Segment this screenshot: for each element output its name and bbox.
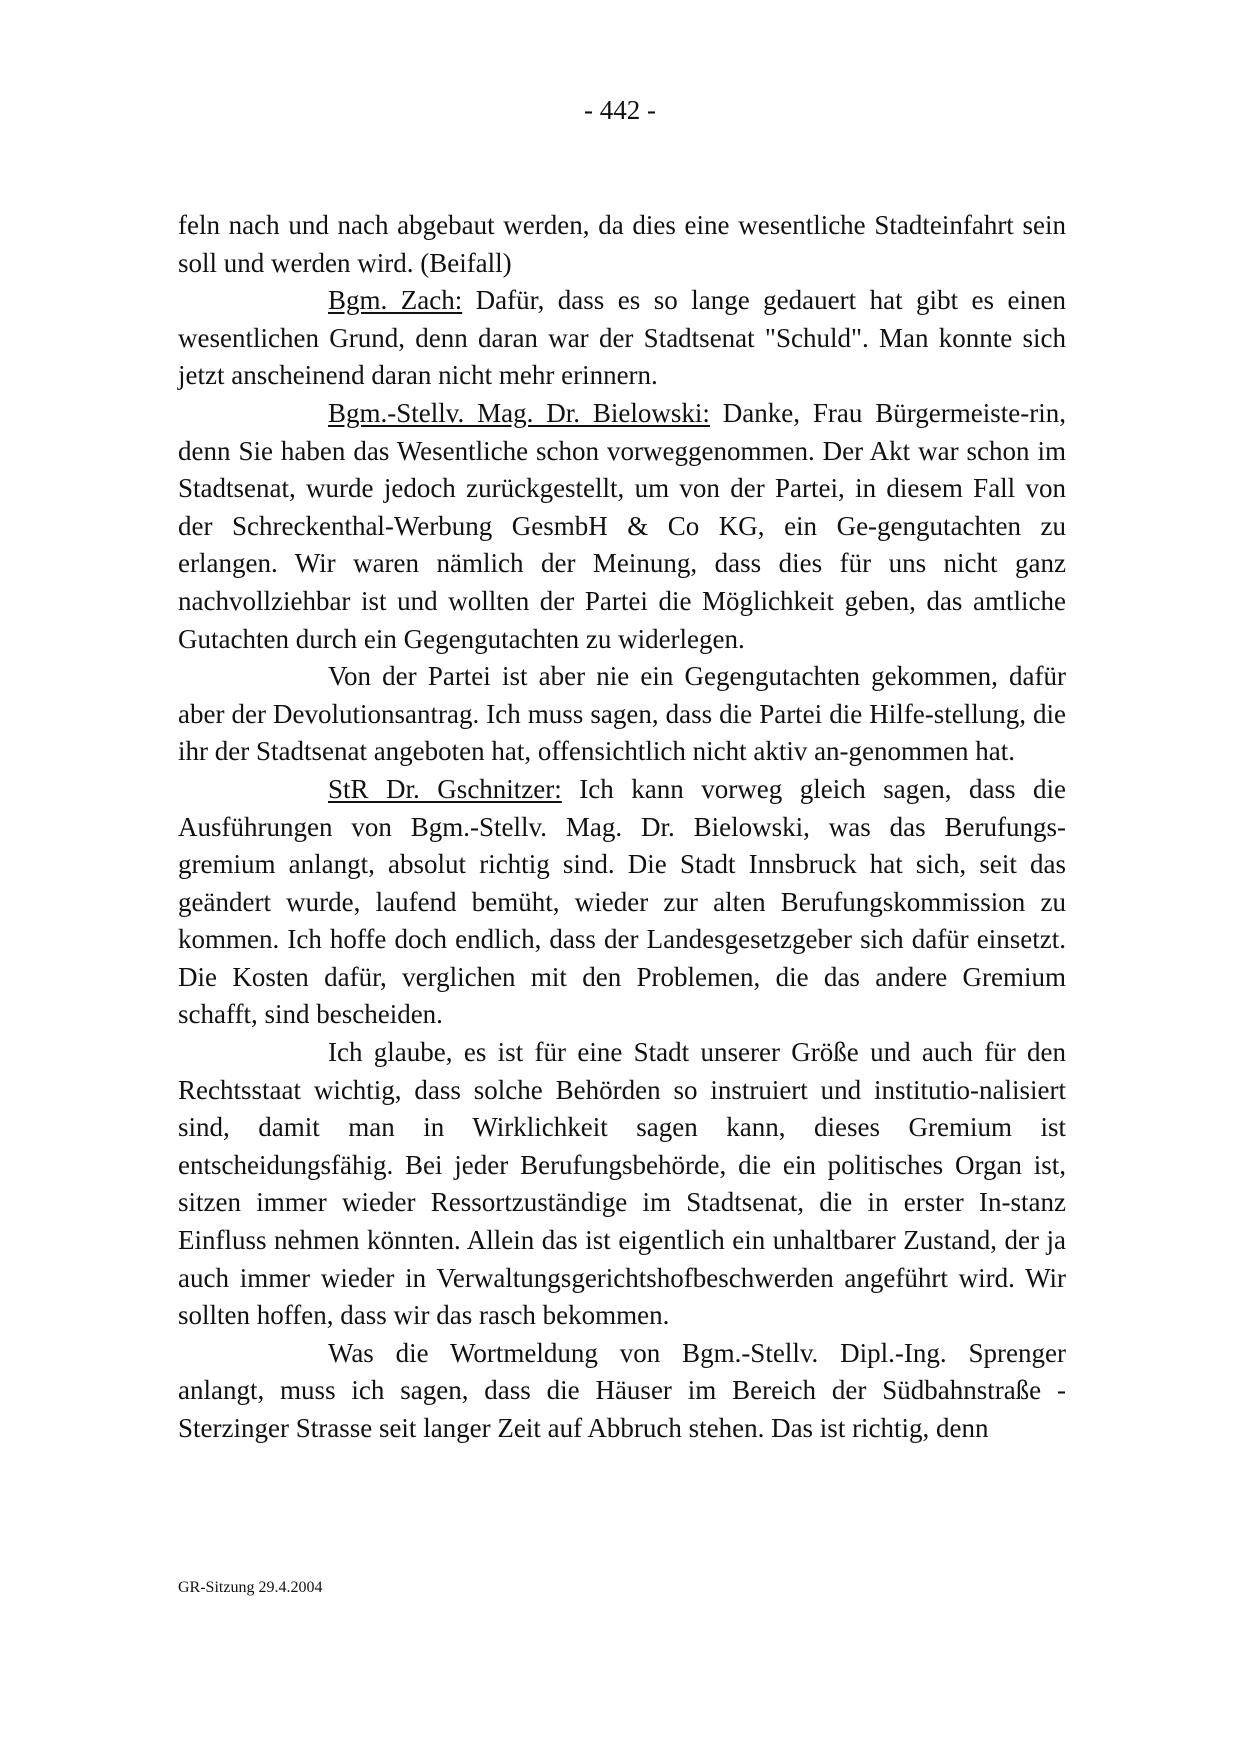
paragraph <box>178 1335 1066 1448</box>
paragraph-text: Dafür, dass es so lange gedauert hat gibt es einen wesentlichen Grund, denn daran war der Stadtsenat "Schuld". Man konnte sich jetzt anscheinend daran nicht mehr erinnern. <box>178 285 1066 391</box>
paragraph-speech <box>178 395 1066 658</box>
paragraph <box>178 1034 1066 1335</box>
paragraph-text: Was die Wortmeldung von Bgm.-Stellv. Dipl.-Ing. Sprenger anlangt, muss ich sagen, dass die Häuser im Bereich der Südbahnstraße - Sterzinger Strasse seit langer Zeit auf Abbruch stehen. Das ist richtig, denn <box>178 1337 1066 1443</box>
paragraph-text: Ich kann vorweg gleich sagen, dass die Ausführungen von Bgm.-Stellv. Mag. Dr. Bielowski, was das Berufungs-gremium anlangt, absolut richtig sind. Die Stadt Innsbruck hat sich, seit das geändert wurde, laufend bemüht, wieder zur alten Berufungskommission zu kommen. Ich hoffe doch endlich, dass der Landesgesetzgeber sich dafür einsetzt. Die Kosten dafür, verglichen mit den Problemen, die das andere Gremium schafft, sind bescheiden. <box>178 773 1066 1030</box>
speaker-name: Bgm.-Stellv. Mag. Dr. Bielowski: <box>328 397 710 428</box>
paragraph-text: Ich glaube, es ist für eine Stadt unserer Größe und auch für den Rechtsstaat wichtig, dass solche Behörden so instruiert und institutio-nalisiert sind, damit man in Wirklichkeit sagen kann, dieses Gremium ist entscheidungsfähig. Bei jeder Berufungsbehörde, die ein politisches Organ ist, sitzen immer wieder Ressortzuständige im Stadtsenat, die in erster In-stanz Einfluss nehmen könnten. Allein das ist eigentlich ein unhaltbarer Zustand, der ja auch immer wieder in Verwaltungsgerichtshofbeschwerden angeführt wird. Wir sollten hoffen, dass wir das rasch bekommen. <box>178 1037 1066 1331</box>
speaker-name: StR Dr. Gschnitzer: <box>328 773 562 804</box>
paragraph-text: feln nach und nach abgebaut werden, da dies eine wesentliche Stadteinfahrt sein soll und werden wird. (Beifall) <box>178 210 1066 278</box>
paragraph-speech <box>178 282 1066 395</box>
paragraph-speech <box>178 771 1066 1034</box>
page-number: - 442 - <box>584 95 656 125</box>
footer-session-date: GR-Sitzung 29.4.2004 <box>178 1579 323 1596</box>
paragraph-continuation <box>178 207 1066 282</box>
paragraph <box>178 658 1066 771</box>
speaker-name: Bgm. Zach: <box>328 285 463 316</box>
paragraph-text: Danke, Frau Bürgermeiste-rin, denn Sie haben das Wesentliche schon vorweggenommen. Der Akt war schon im Stadtsenat, wurde jedoch zurückgestellt, um von der Partei, in diesem Fall von der Schreckenthal-Werbung GesmbH & Co KG, ein Ge-gengutachten zu erlangen. Wir waren nämlich der Meinung, dass dies für uns nicht ganz nachvollziehbar ist und wollten der Partei die Möglichkeit geben, das amtliche Gutachten durch ein Gegengutachten zu widerlegen. <box>178 397 1066 654</box>
document-body <box>178 207 1066 1448</box>
paragraph-text: Von der Partei ist aber nie ein Gegengutachten gekommen, dafür aber der Devolutionsantrag. Ich muss sagen, dass die Partei die Hilfe-stellung, die ihr der Stadtsenat angeboten hat, offensichtlich nicht aktiv an-genommen hat. <box>178 661 1066 767</box>
